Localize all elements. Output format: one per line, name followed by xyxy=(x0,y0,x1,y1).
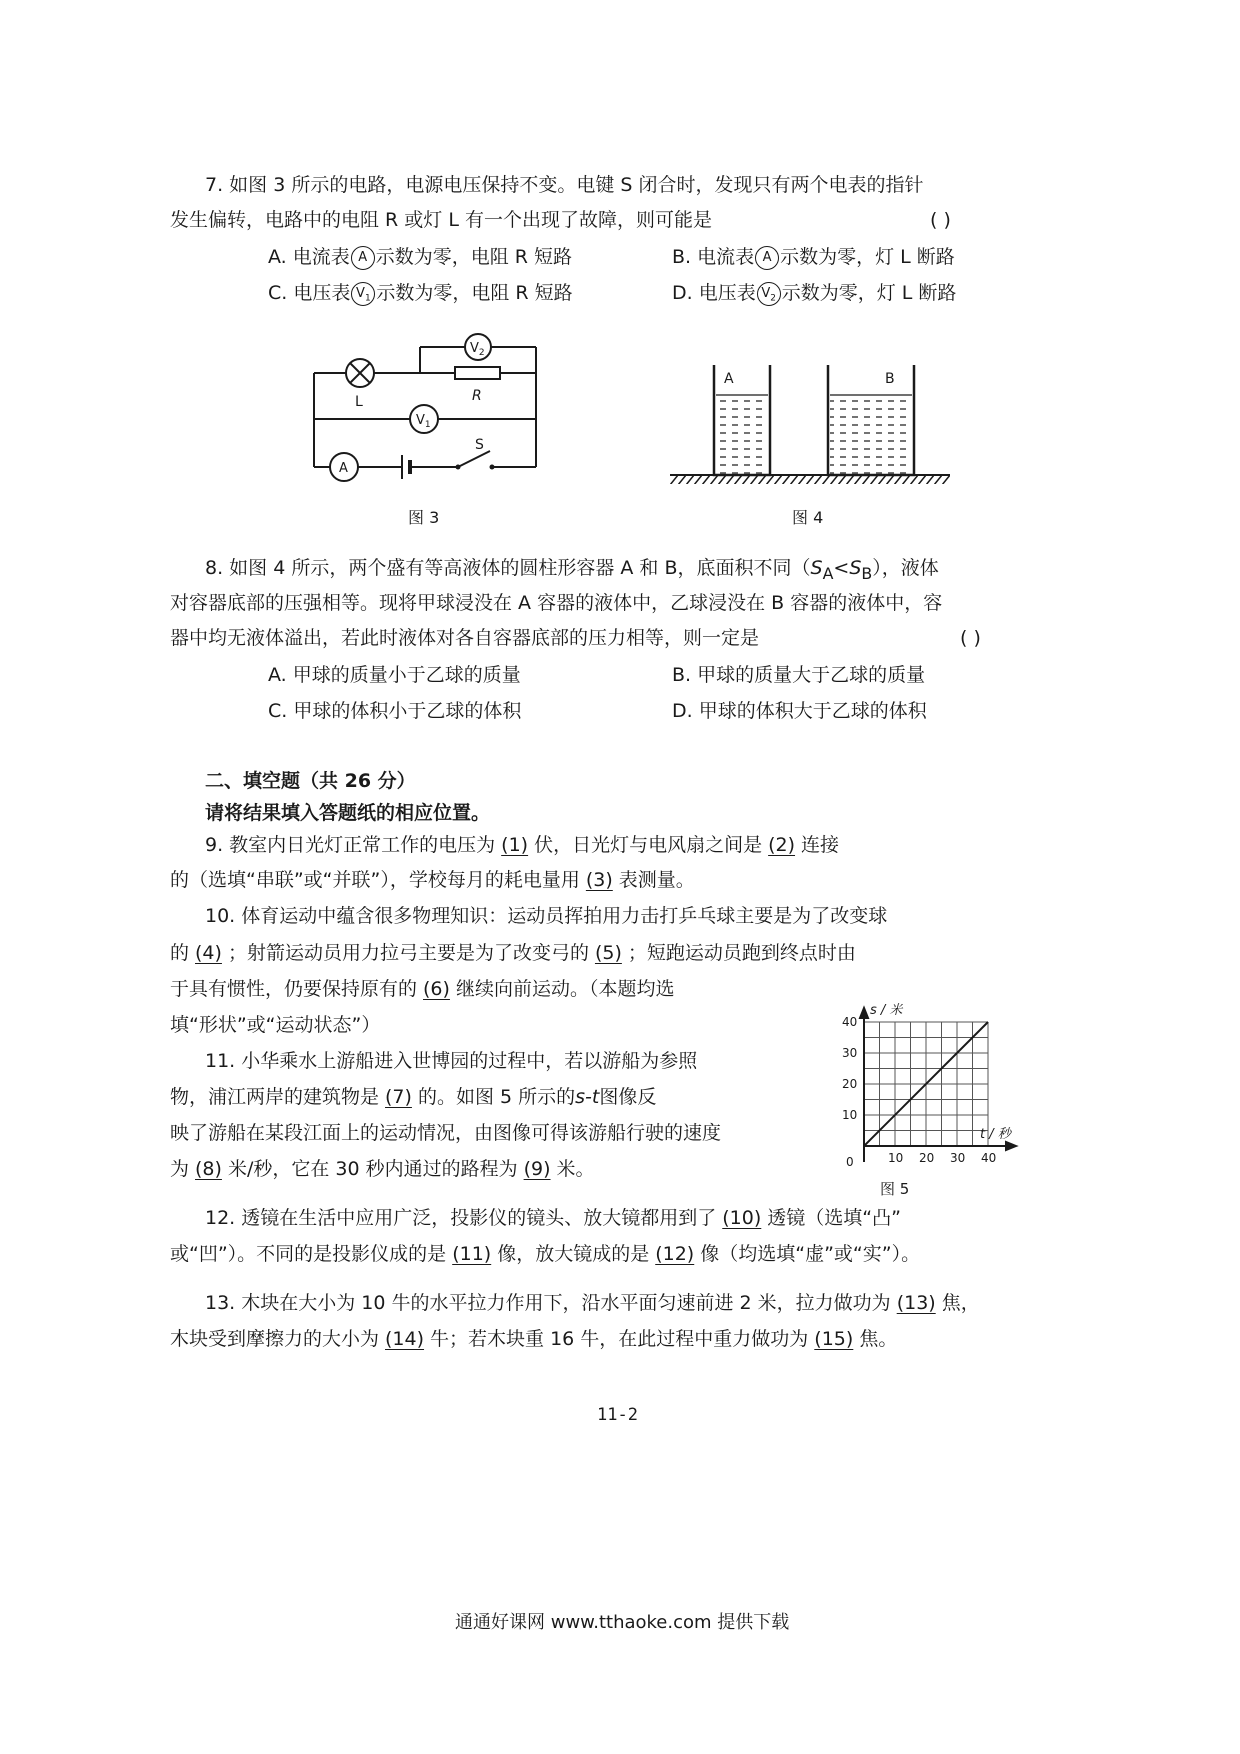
q7-option-c: C. 电压表 $V_1$ 示数为零，电阻 R 短路 xyxy=(268,282,573,304)
q8-option-d: D. 甲球的体积大于乙球的体积 xyxy=(672,700,927,722)
q11-line-3: 映了游船在某段江面上的运动情况，由图像可得该游船行驶的速度 xyxy=(170,1122,722,1144)
x-axis-label: t / 秒 xyxy=(980,1127,1011,1142)
container-b xyxy=(828,365,914,475)
blank-10[interactable]: (10) xyxy=(722,1207,762,1229)
x-axis-arrow-icon xyxy=(1006,1142,1016,1150)
x-tick-label: 20 xyxy=(919,1151,935,1165)
origin-label: 0 xyxy=(846,1155,854,1169)
page-number: 11-2 xyxy=(597,1405,638,1425)
container-b-label: B xyxy=(885,371,895,387)
q8-line-2: 对容器底部的压强相等。现将甲球浸没在 A 容器的液体中，乙球浸没在 B 容器的液体中，容 xyxy=(170,592,943,614)
svg-text:V1: $V_1$ xyxy=(416,413,431,430)
resistor-icon xyxy=(455,367,500,379)
q10-line-1: 10. 体育运动中蕴含很多物理知识：运动员挥拍用力击打乒乓球主要是为了改变球 xyxy=(205,905,888,927)
y-axis-label: s / 米 xyxy=(870,1003,903,1018)
blank-7[interactable]: (7) xyxy=(385,1086,412,1108)
figure-4-containers xyxy=(670,365,960,485)
lamp-icon xyxy=(346,359,374,387)
q11-line-4: 为 (8) 米/秒，它在 30 秒内通过的路程为 (9) 米。 xyxy=(170,1158,595,1180)
lamp-label: L xyxy=(355,394,363,410)
q10-line-2: 的 (4) ；射箭运动员用力拉弓主要是为了改变弓的 (5) ；短跑运动员跑到终点时由 xyxy=(170,942,856,964)
voltmeter-v1-icon xyxy=(410,405,438,433)
battery-icon xyxy=(402,455,410,479)
q8-line-3: 器中均无液体溢出，若此时液体对各自容器底部的压力相等，则一定是 xyxy=(170,627,760,649)
figure-5-st-graph xyxy=(830,1000,1030,1175)
figure-4-caption: 图 4 xyxy=(792,508,824,527)
y-tick-label: 10 xyxy=(842,1108,858,1122)
x-tick-label: 10 xyxy=(888,1151,904,1165)
q8-line-1: 8. 如图 4 所示，两个盛有等高液体的圆柱形容器 A 和 B，底面积不同$(S_A<S_B)$，液体 xyxy=(205,557,939,583)
container-a-label: A xyxy=(724,371,734,387)
q7-option-d: D. 电压表 $V_2$ 示数为零，灯 L 断路 xyxy=(672,282,957,304)
q9-line-2: 的（选填“串联”或“并联”），学校每月的耗电量用 (3) 表测量。 xyxy=(170,869,695,891)
y-axis-arrow-icon xyxy=(860,1008,868,1018)
section-2-instruction: 请将结果填入答题纸的相应位置。 xyxy=(205,802,491,824)
q9-line-1: 9. 教室内日光灯正常工作的电压为 (1) 伏，日光灯与电风扇之间是 (2) 连接 xyxy=(205,834,840,856)
q8-option-c: C. 甲球的体积小于乙球的体积 xyxy=(268,700,522,722)
footer-credit: 通通好课网 www.tthaoke.com 提供下载 xyxy=(455,1612,790,1633)
svg-text:V2: $V_2$ xyxy=(470,341,485,358)
voltmeter-v2-icon: $V_2$ xyxy=(757,282,781,306)
blank-12[interactable]: (12) xyxy=(655,1243,695,1265)
ground-hatch xyxy=(670,476,950,484)
blank-1[interactable]: (1) xyxy=(501,834,529,856)
blank-5[interactable]: (5) xyxy=(594,942,622,964)
blank-15[interactable]: (15) xyxy=(814,1328,854,1350)
q12-line-1: 12. 透镜在生活中应用广泛，投影仪的镜头、放大镜都用到了 (10) 透镜（选填“凸” xyxy=(205,1207,901,1229)
ammeter-icon: A xyxy=(351,246,375,270)
y-tick-label: 30 xyxy=(842,1046,858,1060)
q11-line-2: 物，浦江两岸的建筑物是 (7) 的。如图 5 所示的s-t图像反 xyxy=(170,1086,657,1108)
q7-option-b: B. 电流表 A 示数为零，灯 L 断路 xyxy=(672,246,955,268)
q10-line-4: 填“形状”或“运动状态”） xyxy=(170,1014,381,1036)
figure-5-caption: 图 5 xyxy=(880,1180,910,1198)
blank-8[interactable]: (8) xyxy=(195,1158,222,1180)
q13-line-1: 13. 木块在大小为 10 牛的水平拉力作用下，沿水平面匀速前进 2 米，拉力做功为 (13) 焦， xyxy=(205,1292,980,1314)
blank-4[interactable]: (4) xyxy=(195,942,222,964)
q7-option-a: A. 电流表 A 示数为零，电阻 R 短路 xyxy=(268,246,573,268)
section-2-title: 二、填空题（共 26 分） xyxy=(205,770,416,792)
ammeter-icon xyxy=(330,453,358,481)
blank-11[interactable]: (11) xyxy=(452,1243,492,1265)
y-tick-label: 20 xyxy=(842,1077,858,1091)
switch-label: S xyxy=(475,437,484,453)
ammeter-icon: A xyxy=(755,246,779,270)
q7-line-2: 发生偏转，电路中的电阻 R 或灯 L 有一个出现了故障，则可能是 xyxy=(170,209,712,231)
resistor-label: R xyxy=(472,388,482,404)
container-a xyxy=(714,365,770,475)
svg-text:A: A xyxy=(339,461,348,476)
blank-9[interactable]: (9) xyxy=(523,1158,551,1180)
q8-option-b: B. 甲球的质量大于乙球的质量 xyxy=(672,664,926,686)
q10-line-3: 于具有惯性，仍要保持原有的 (6) 继续向前运动。（本题均选 xyxy=(170,978,675,1000)
y-tick-label: 40 xyxy=(842,1015,858,1029)
blank-13[interactable]: (13) xyxy=(896,1292,936,1314)
figure-3-circuit xyxy=(300,325,550,500)
blank-2[interactable]: (2) xyxy=(768,834,796,856)
voltmeter-v2-icon xyxy=(465,334,491,360)
q8-option-a: A. 甲球的质量小于乙球的质量 xyxy=(268,664,521,686)
x-tick-label: 30 xyxy=(950,1151,966,1165)
q11-line-1: 11. 小华乘水上游船进入世博园的过程中，若以游船为参照 xyxy=(205,1050,698,1072)
q7-line-1: 7. 如图 3 所示的电路，电源电压保持不变。电键 S 闭合时，发现只有两个电表的指针 xyxy=(205,174,924,196)
x-tick-label: 40 xyxy=(981,1151,997,1165)
blank-14[interactable]: (14) xyxy=(385,1328,425,1350)
q13-line-2: 木块受到摩擦力的大小为 (14) 牛；若木块重 16 牛，在此过程中重力做功为 (15) 焦。 xyxy=(170,1328,898,1350)
figure-3-caption: 图 3 xyxy=(408,508,440,527)
q7-answer-paren: ( ) xyxy=(930,209,951,231)
voltmeter-v1-icon: $V_1$ xyxy=(351,282,375,306)
q8-answer-paren: ( ) xyxy=(960,627,981,649)
blank-3[interactable]: (3) xyxy=(585,869,613,891)
q12-line-2: 或“凹”）。不同的是投影仪成的是 (11) 像，放大镜成的是 (12) 像（均选填“虚”或“实”）。 xyxy=(170,1243,921,1265)
blank-6[interactable]: (6) xyxy=(423,978,450,1000)
